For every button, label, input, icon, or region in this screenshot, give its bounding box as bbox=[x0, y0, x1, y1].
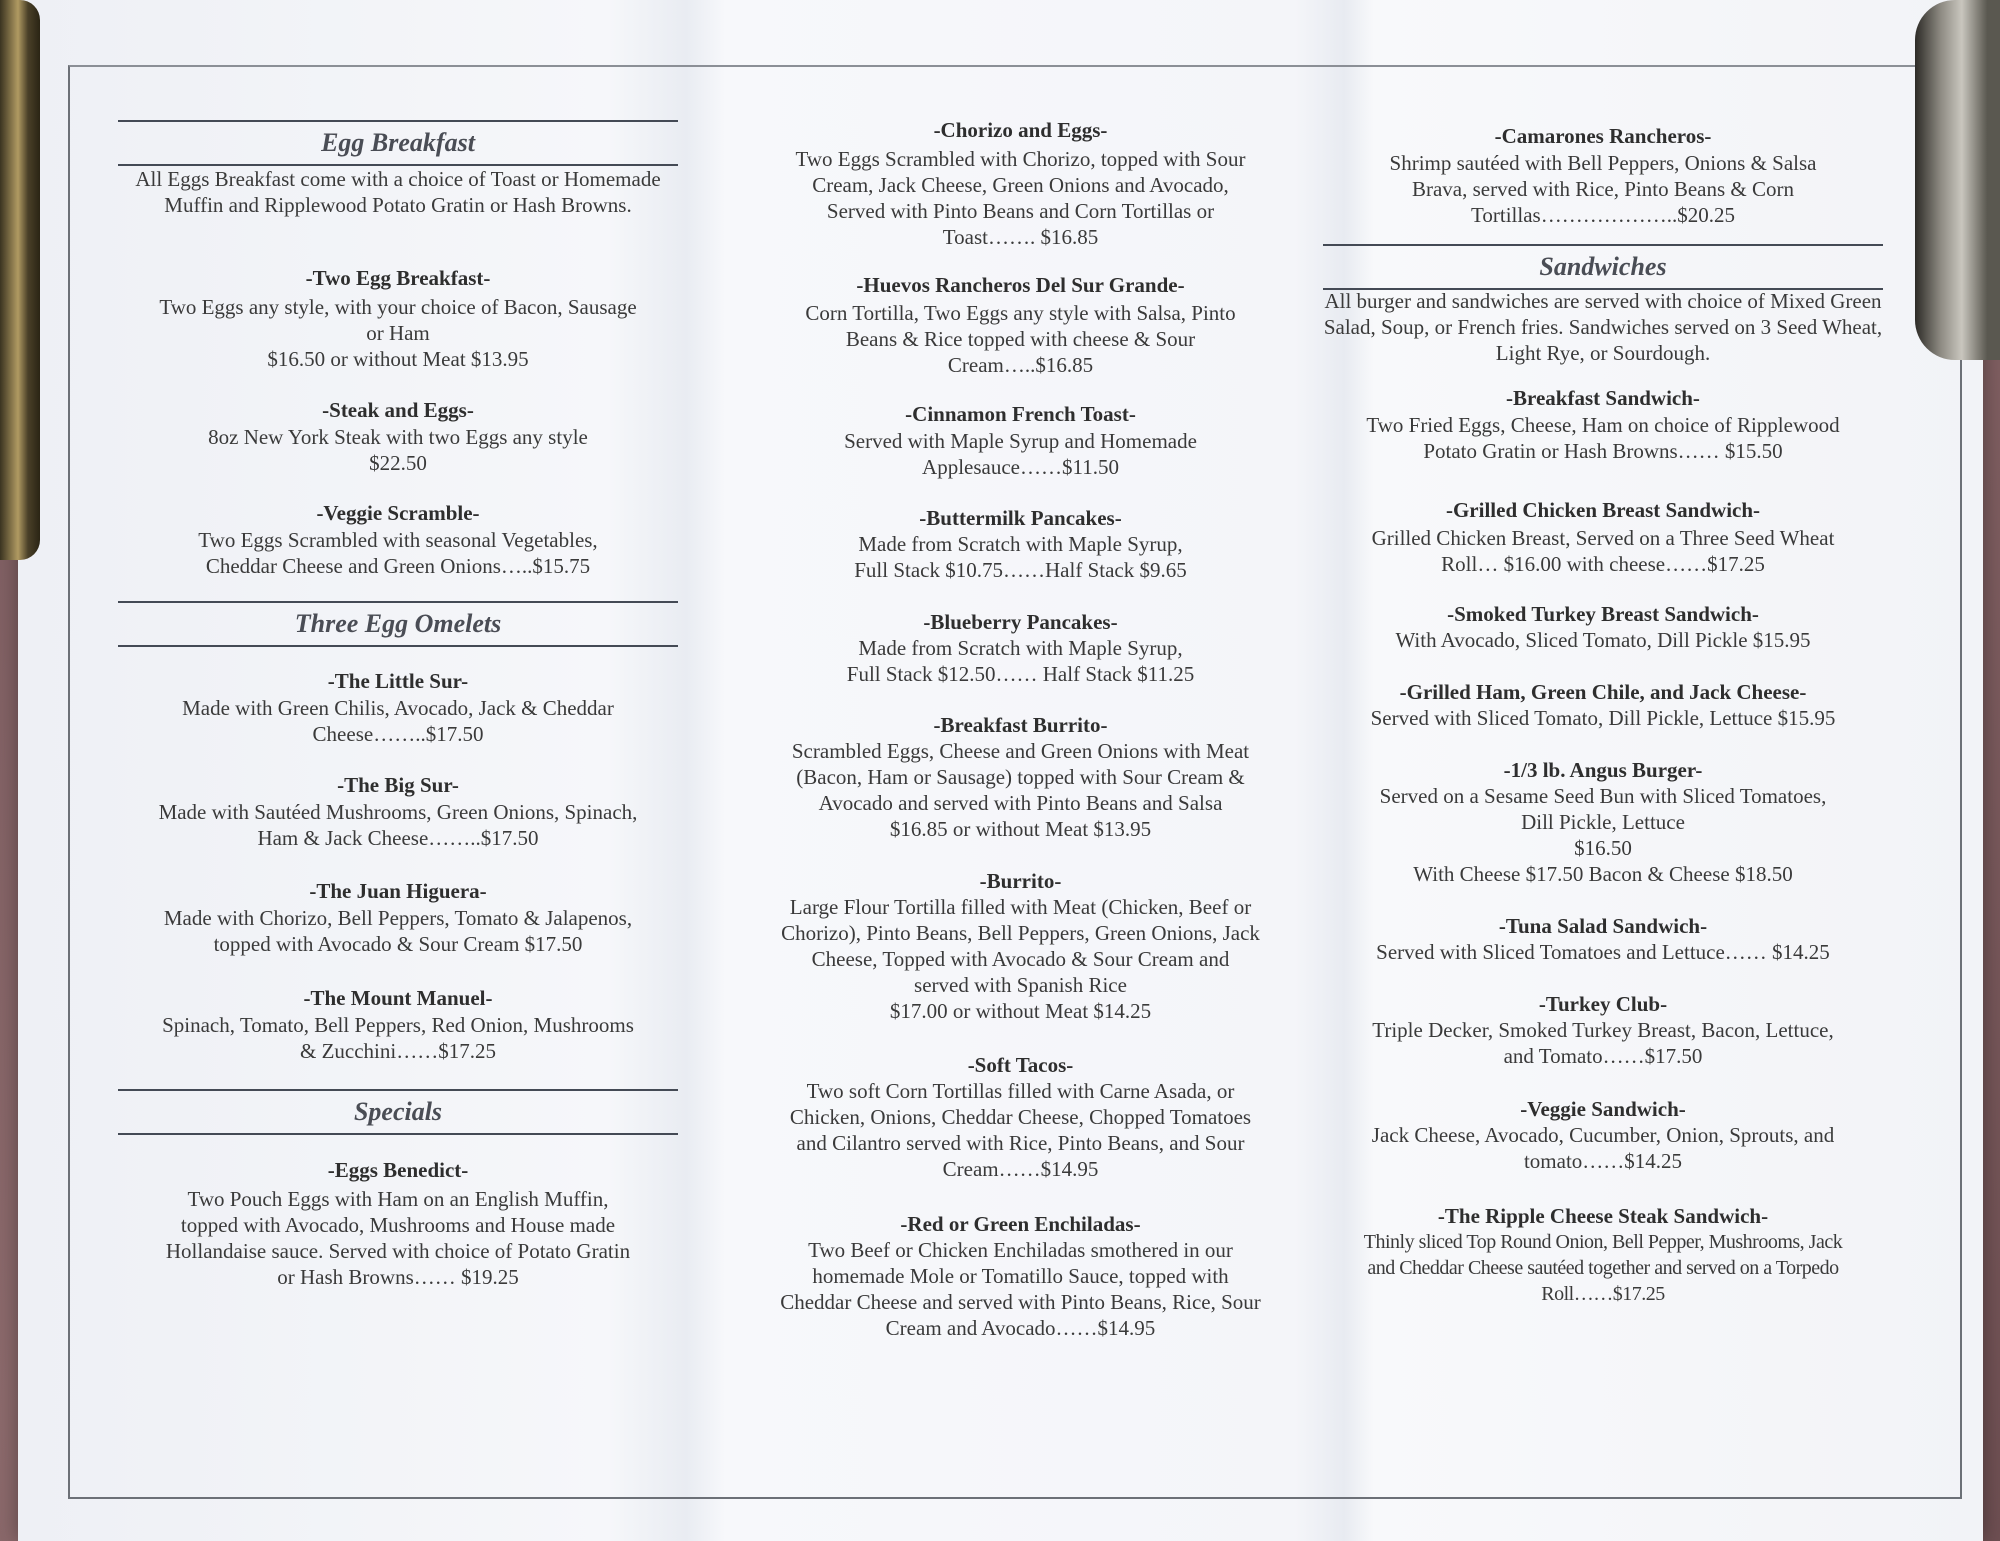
menu-item-title: -Tuna Salad Sandwich- bbox=[1498, 914, 1708, 938]
menu-item-title: -Smoked Turkey Breast Sandwich- bbox=[1447, 602, 1759, 626]
menu-item-desc: Thinly sliced Top Round Onion, Bell Pepper, Mushrooms, Jack and Cheddar Cheese sautéed together and served on a Torpedo Roll……$17.25 bbox=[1363, 1231, 1843, 1305]
section-intro-egg-breakfast: All Eggs Breakfast come with a choice of Toast or Homemade Muffin and Ripplewood Potato Gratin or Hash Browns. bbox=[135, 167, 661, 217]
section-header-three-egg-omelets: Three Egg Omelets bbox=[118, 609, 678, 639]
menu-item-desc: Two soft Corn Tortillas filled with Carne Asada, or Chicken, Onions, Cheddar Cheese, Chopped Tomatoes and Cilantro served with Rice, Pinto Beans, and Sour Cream……$14.95 bbox=[789, 1079, 1252, 1181]
menu-item-desc: Scrambled Eggs, Cheese and Green Onions with Meat (Bacon, Ham or Sausage) topped with Sour Cream & Avocado and served with Pinto Beans and Salsa $16.85 or without Meat $13.95 bbox=[791, 739, 1250, 841]
menu-item-title: -Huevos Rancheros Del Sur Grande- bbox=[856, 273, 1185, 297]
menu-item-desc: Made with Sautéed Mushrooms, Green Onions, Spinach, Ham & Jack Cheese……..$17.50 bbox=[158, 800, 638, 850]
menu-item-title: -Chorizo and Eggs- bbox=[933, 118, 1108, 142]
menu-item-desc: Made from Scratch with Maple Syrup, Full Stack $10.75……Half Stack $9.65 bbox=[854, 532, 1187, 582]
menu-item-title: -Red or Green Enchiladas- bbox=[900, 1212, 1141, 1236]
menu-item-desc: Jack Cheese, Avocado, Cucumber, Onion, Sprouts, and tomato……$14.25 bbox=[1371, 1123, 1835, 1173]
menu-item-title: -1/3 lb. Angus Burger- bbox=[1503, 758, 1703, 782]
menu-paper bbox=[18, 0, 1983, 1541]
menu-item-desc: Served with Maple Syrup and Homemade Applesauce……$11.50 bbox=[844, 429, 1197, 479]
menu-item-desc: Served on a Sesame Seed Bun with Sliced Tomatoes, Dill Pickle, Lettuce $16.50 With Cheese $17.50 Bacon & Cheese $18.50 bbox=[1379, 784, 1827, 886]
menu-item-desc: Made from Scratch with Maple Syrup, Full Stack $12.50…… Half Stack $11.25 bbox=[846, 636, 1195, 686]
section-header-egg-breakfast: Egg Breakfast bbox=[118, 128, 678, 158]
menu-item-title: -The Juan Higuera- bbox=[309, 879, 487, 903]
menu-item-title: -Camarones Rancheros- bbox=[1494, 124, 1712, 148]
menu-column-middle bbox=[743, 0, 1298, 1400]
menu-item-title: -Breakfast Sandwich- bbox=[1506, 386, 1700, 410]
menu-item-desc: Two Fried Eggs, Cheese, Ham on choice of Ripplewood Potato Gratin or Hash Browns…… $15.50 bbox=[1366, 413, 1840, 463]
metal-clip-left bbox=[0, 0, 40, 560]
menu-item-title: -Burrito- bbox=[979, 869, 1062, 893]
menu-item-desc: Two Pouch Eggs with Ham on an English Muffin, topped with Avocado, Mushrooms and House made Hollandaise sauce. Served with choice of Potato Gratin or Hash Browns…… $19.25 bbox=[165, 1187, 631, 1289]
menu-item-desc: Triple Decker, Smoked Turkey Breast, Bacon, Lettuce, and Tomato……$17.50 bbox=[1372, 1018, 1834, 1068]
menu-item-title: -The Little Sur- bbox=[327, 669, 469, 693]
menu-item-title: -Turkey Club- bbox=[1538, 992, 1668, 1016]
menu-item-title: -Grilled Chicken Breast Sandwich- bbox=[1445, 498, 1761, 522]
menu-item-title: -The Ripple Cheese Steak Sandwich- bbox=[1437, 1204, 1769, 1228]
menu-item-desc: Large Flour Tortilla filled with Meat (Chicken, Beef or Chorizo), Pinto Beans, Bell Peppers, Green Onions, Jack Cheese, Topped with Avocado & Sour Cream and served with Spanish Rice $17.00 or without Meat $14.25 bbox=[781, 895, 1260, 1023]
menu-item-desc: Made with Green Chilis, Avocado, Jack & Cheddar Cheese……..$17.50 bbox=[182, 696, 614, 746]
menu-item-title: -Soft Tacos- bbox=[967, 1053, 1074, 1077]
menu-item-desc: Made with Chorizo, Bell Peppers, Tomato & Jalapenos, topped with Avocado & Sour Cream $17.50 bbox=[163, 906, 633, 956]
section-header-specials: Specials bbox=[118, 1097, 678, 1127]
menu-item-desc: Shrimp sautéed with Bell Peppers, Onions & Salsa Brava, served with Rice, Pinto Beans & Corn Tortillas………………..$20.25 bbox=[1389, 151, 1817, 227]
menu-item-desc: Two Eggs any style, with your choice of Bacon, Sausage or Ham $16.50 or without Meat $13.95 bbox=[159, 295, 637, 371]
menu-item-desc: Grilled Chicken Breast, Served on a Three Seed Wheat Roll… $16.00 with cheese……$17.25 bbox=[1371, 526, 1835, 576]
menu-item-title: -Veggie Sandwich- bbox=[1520, 1097, 1686, 1121]
menu-item-desc: Two Beef or Chicken Enchiladas smothered in our homemade Mole or Tomatillo Sauce, topped with Cheddar Cheese and served with Pinto Beans, Rice, Sour Cream and Avocado……$14.95 bbox=[780, 1238, 1261, 1340]
menu-item-title: -Two Egg Breakfast- bbox=[305, 266, 491, 290]
menu-item-title: -Steak and Eggs- bbox=[322, 398, 474, 422]
menu-item-desc: Corn Tortilla, Two Eggs any style with Salsa, Pinto Beans & Rice topped with cheese & Sour Cream…..$16.85 bbox=[805, 301, 1236, 377]
menu-item-title: -Blueberry Pancakes- bbox=[923, 610, 1118, 634]
menu-column-left bbox=[118, 0, 678, 1400]
menu-item-desc: Two Eggs Scrambled with seasonal Vegetables, Cheddar Cheese and Green Onions…..$15.75 bbox=[198, 528, 598, 578]
menu-item-title: -Veggie Scramble- bbox=[316, 501, 480, 525]
menu-item-title: -Grilled Ham, Green Chile, and Jack Cheese- bbox=[1399, 680, 1807, 704]
menu-item-desc: Spinach, Tomato, Bell Peppers, Red Onion, Mushrooms & Zucchini……$17.25 bbox=[162, 1013, 634, 1063]
menu-item-desc: Served with Sliced Tomato, Dill Pickle, Lettuce $15.95 bbox=[1370, 706, 1836, 730]
menu-item-title: -Breakfast Burrito- bbox=[933, 713, 1108, 737]
section-intro-sandwiches: All burger and sandwiches are served with choice of Mixed Green Salad, Soup, or French fries. Sandwiches served on 3 Seed Wheat, Light Rye, or Sourdough. bbox=[1323, 289, 1883, 365]
metal-clip-right bbox=[1915, 0, 2000, 360]
menu-column-right bbox=[1323, 0, 1883, 1400]
menu-item-desc: With Avocado, Sliced Tomato, Dill Pickle $15.95 bbox=[1395, 628, 1811, 652]
menu-item-title: -Buttermilk Pancakes- bbox=[919, 506, 1122, 530]
menu-item-title: -The Big Sur- bbox=[337, 773, 459, 797]
menu-item-title: -The Mount Manuel- bbox=[303, 986, 493, 1010]
menu-item-title: -Eggs Benedict- bbox=[327, 1158, 469, 1182]
menu-item-title: -Cinnamon French Toast- bbox=[905, 402, 1136, 426]
menu-item-desc: Served with Sliced Tomatoes and Lettuce…… $14.25 bbox=[1376, 940, 1830, 964]
menu-item-desc: Two Eggs Scrambled with Chorizo, topped with Sour Cream, Jack Cheese, Green Onions and Avocado, Served with Pinto Beans and Corn Tortillas or Toast……. $16.85 bbox=[795, 147, 1246, 249]
section-header-sandwiches: Sandwiches bbox=[1323, 252, 1883, 282]
menu-item-desc: 8oz New York Steak with two Eggs any style $22.50 bbox=[208, 425, 588, 475]
